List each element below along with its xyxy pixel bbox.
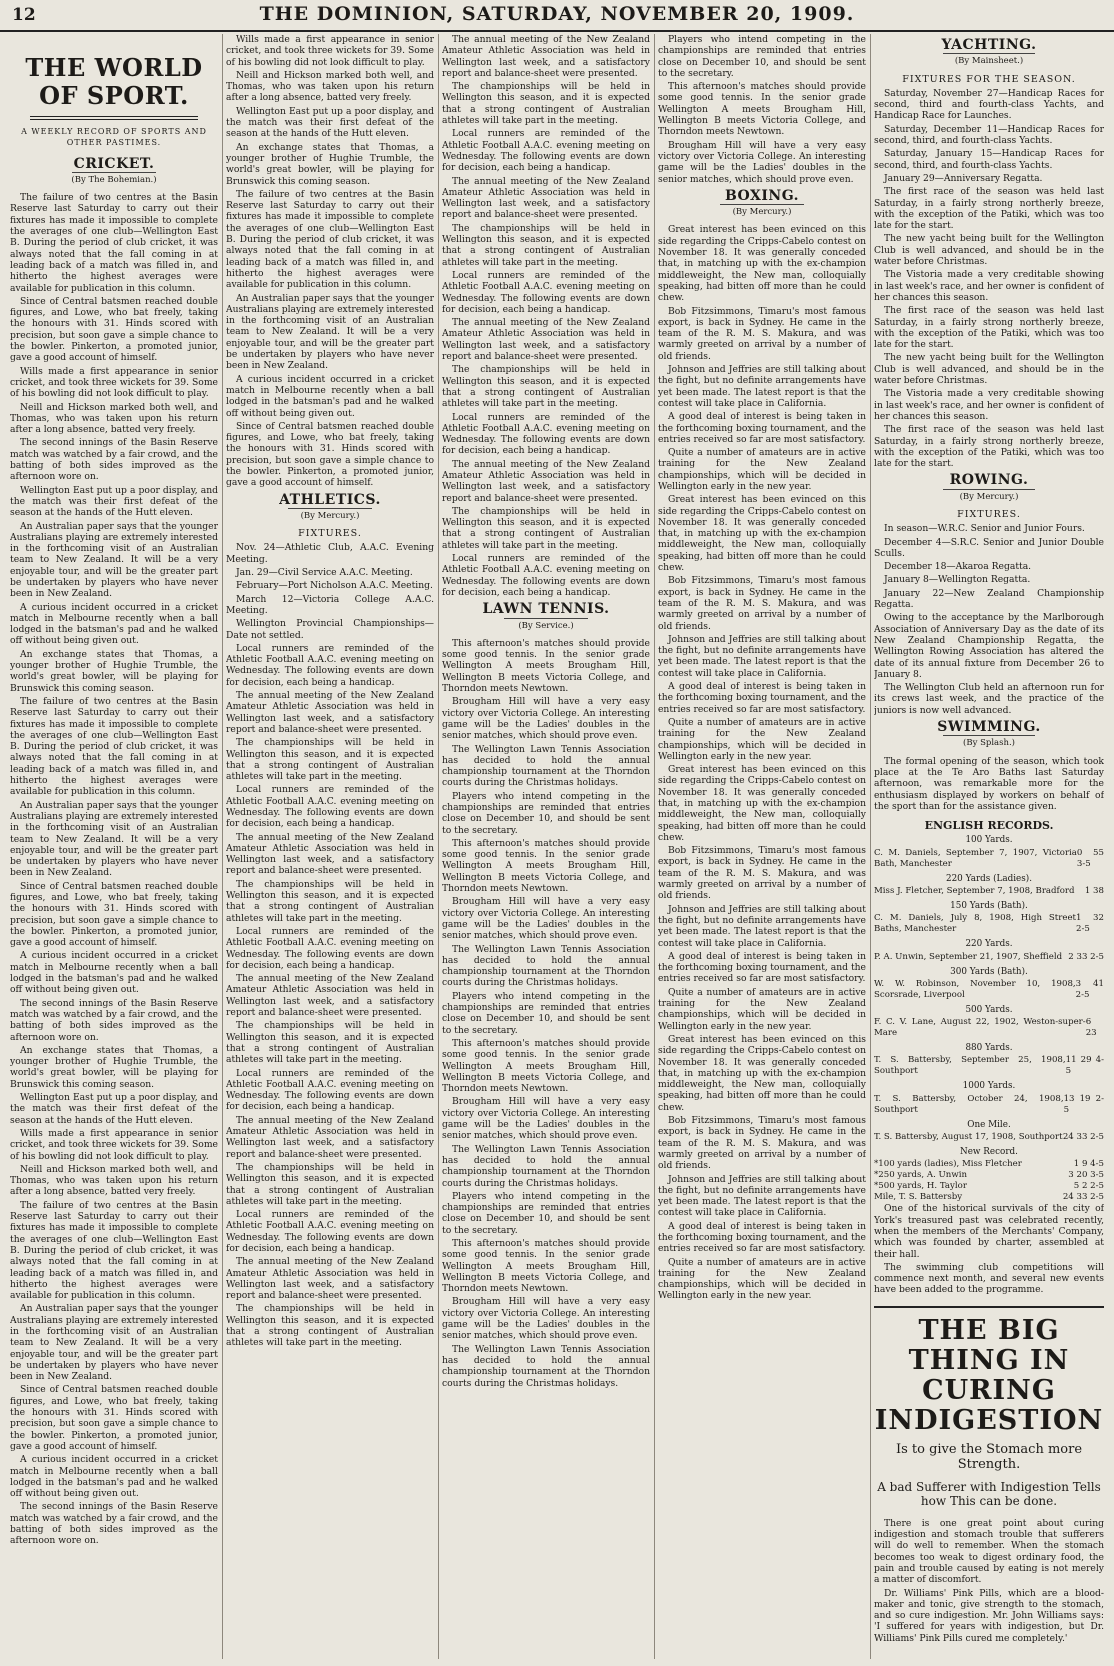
ad-paragraph: There is one great point about curing indigestion and stomach trouble that sufferers will do well to remember. When the stomach becomes too weak to digest ordinary food, the pain and trouble caused by eating is not merely a matter of discomfort. xyxy=(874,1517,1104,1586)
record-category: 1000 Yards. xyxy=(962,1081,1016,1092)
yachting-heading: YACHTING. xyxy=(941,37,1037,53)
tennis-paragraph: Players who intend competing in the championships are reminded that entries close on December 10, and should be sent to the secretary. xyxy=(442,1190,650,1236)
record-entry: P. A. Unwin, September 21, 1907, Sheffield xyxy=(874,951,1063,962)
newspaper-title: THE DOMINION, SATURDAY, NOVEMBER 20, 1909. xyxy=(259,3,855,25)
cricket-paragraph: An exchange states that Thomas, a younger brother of Hughie Trumble, the world's great bowler, will be playing for Brunswick this coming season. xyxy=(10,648,218,694)
record-time: 1 38 xyxy=(1084,886,1104,896)
cricket-heading: CRICKET. xyxy=(73,155,155,172)
column-rule xyxy=(222,34,223,1659)
athletics-fixture: March 12—Victoria College A.A.C. Meeting. xyxy=(226,593,434,616)
swimming-paragraph: The formal opening of the season, which took place at the Te Aro Baths last Saturday afternoon, was remarkable more for the enthusiasm displayed by workers on behalf of the sport than for the assistance given. xyxy=(874,755,1104,812)
record-category: 220 Yards (Ladies). xyxy=(945,873,1032,884)
record-time: 24 33 2-5 xyxy=(1062,1132,1104,1143)
boxing-byline: (By Mercury.) xyxy=(732,207,792,218)
column-3 xyxy=(442,34,650,1659)
tennis-paragraph: This afternoon's matches should provide some good tennis. In the senior grade Wellington A meets Brougham Hill, Wellington B meets Victoria College, and Thorndon meets Newtown. xyxy=(442,1237,650,1295)
record-entry: T. S. Battersby, August 17, 1908, Southport xyxy=(874,1132,1063,1143)
boxing-paragraph: Quite a number of amateurs are in active training for the New Zealand championships, which will be decided in Wellington early in the new year. xyxy=(658,1256,866,1302)
heading-rule xyxy=(943,53,1035,54)
cricket-paragraph: Wills made a first appearance in senior cricket, and took three wickets for 39. Some of his bowling did not look difficult to play. xyxy=(10,1127,218,1162)
boxing-paragraph: Great interest has been evinced on this side regarding the Cripps-Cabelo contest on November 18. It was generally conceded that, in matching up with the ex-champion middleweight, the New man, colloquially speaking, had bitten off more than he could chew. xyxy=(658,1033,866,1113)
heading-rule xyxy=(720,204,803,205)
tennis-paragraph: This afternoon's matches should provide some good tennis. In the senior grade Wellington A meets Brougham Hill, Wellington B meets Victoria College, and Thorndon meets Newtown. xyxy=(658,81,866,138)
boxing-paragraph: Johnson and Jeffries are still talking about the fight, but no definite arrangements have yet been made. The latest report is that the contest will take place in California. xyxy=(658,1173,866,1219)
lawn-tennis-byline: (By Service.) xyxy=(518,620,574,631)
record-time: 3 20 3-5 xyxy=(1068,1170,1104,1181)
swimming-paragraph: One of the historical survivals of the city of York's treasured past was celebrated recently, when the members of the Merchants' Company, which was founded by charter, assembled at their hall. xyxy=(874,1203,1104,1260)
record-time: 3 41 2-5 xyxy=(1075,978,1104,1000)
athletics-paragraph: The championships will be held in Wellington this season, and it is expected that a strong contingent of Australian athletes will take part in the meeting. xyxy=(442,81,650,127)
tennis-paragraph: This afternoon's matches should provide some good tennis. In the senior grade Wellington A meets Brougham Hill, Wellington B meets Victoria College, and Thorndon meets Newtown. xyxy=(442,837,650,895)
yachting-paragraph: The first race of the season was held last Saturday, in a fairly strong northerly breeze, with the exception of the Patiki, which was too late for the start. xyxy=(874,305,1104,351)
record-time: 6 23 xyxy=(1085,1017,1097,1039)
athletics-fixture: Jan. 29—Civil Service A.A.C. Meeting. xyxy=(236,567,413,579)
athletics-paragraph: The annual meeting of the New Zealand Amateur Athletic Association was held in Wellington last week, and a satisfactory report and balance-sheet were presented. xyxy=(226,831,434,877)
record-category: 300 Yards (Bath). xyxy=(950,966,1028,977)
athletics-fixtures-head: FIXTURES. xyxy=(298,528,362,540)
boxing-paragraph: Bob Fitzsimmons, Timaru's most famous export, is back in Sydney. He came in the team of the R. M. S. Makura, and was warmly greeted on arrival by a number of old friends. xyxy=(658,305,866,362)
cricket-paragraph: An exchange states that Thomas, a younger brother of Hughie Trumble, the world's great bowler, will be playing for Brunswick this coming season. xyxy=(10,1044,218,1090)
boxing-paragraph: Great interest has been evinced on this side regarding the Cripps-Cabelo contest on November 18. It was generally conceded that, in matching up with the ex-champion middleweight, the New man, colloquially speaking, had bitten off more than he could chew. xyxy=(658,494,866,574)
record-row xyxy=(874,1017,1104,1039)
lawn-tennis-heading: LAWN TENNIS. xyxy=(482,601,610,618)
athletics-paragraph: The annual meeting of the New Zealand Amateur Athletic Association was held in Wellington last week, and a satisfactory report and balance-sheet were presented. xyxy=(226,1256,434,1302)
cricket-paragraph: Neill and Hickson marked both well, and Thomas, who was taken upon his return after a long absence, batted very freely. xyxy=(10,1163,218,1198)
athletics-paragraph: The championships will be held in Wellington this season, and it is expected that a strong contingent of Australian athletes will take part in the meeting. xyxy=(226,1303,434,1349)
tennis-paragraph: The Wellington Lawn Tennis Association has decided to hold the annual championship tournament at the Thorndon courts during the Christmas holidays. xyxy=(442,1143,650,1189)
new-record-heading: New Record. xyxy=(960,1147,1018,1158)
yachting-byline: (By Mainsheet.) xyxy=(954,56,1024,67)
column-4 xyxy=(658,34,866,1659)
record-time: 2 33 2-5 xyxy=(1068,951,1104,962)
cricket-paragraph: Since of Central batsmen reached double figures, and Lowe, who bat freely, taking the honours with 31. Hinds scored with precision, but soon gave a simple chance to the bowler. Pinkerton, a promoted junior, gave a good account of himself. xyxy=(226,420,434,489)
cricket-paragraph: The failure of two centres at the Basin Reserve last Saturday to carry out their fixtures has made it impossible to complete the averages of one club—Wellington East B. During the period of club cricket, it was always noted that the fall coming in at leading back of a match was filled in, and hitherto the highest averages were available for publication in this column. xyxy=(10,192,218,294)
new-record-row xyxy=(874,1192,1104,1203)
rowing-heading: ROWING. xyxy=(949,472,1029,489)
tennis-paragraph: Players who intend competing in the championships are reminded that entries close on December 10, and should be sent to the secretary. xyxy=(442,790,650,836)
new-record-row xyxy=(874,1181,1104,1192)
athletics-fixture: Nov. 24—Athletic Club, A.A.C. Evening Meeting. xyxy=(226,542,434,565)
yachting-fixture: January 29—Anniversary Regatta. xyxy=(884,172,1043,184)
tennis-paragraph: Brougham Hill will have a very easy victory over Victoria College. An interesting game will be the Ladies' doubles in the senior matches, which should prove even. xyxy=(442,1096,650,1142)
column-rule xyxy=(438,34,439,1659)
boxing-paragraph: Quite a number of amateurs are in active training for the New Zealand championships, which will be decided in Wellington early in the new year. xyxy=(658,447,866,492)
record-category: One Mile. xyxy=(967,1119,1011,1130)
record-entry: T. S. Battersby, October 24, 1908, Southport xyxy=(874,1093,1064,1115)
cricket-paragraph: An Australian paper says that the younger Australians playing are extremely interested in the forthcoming visit of an Australian team to New Zealand. It will be a very enjoyable tour, and will be the greater part be undertaken by players who have never been in New Zealand. xyxy=(10,520,218,600)
rowing-fixture: In season—W.R.C. Senior and Junior Fours. xyxy=(884,523,1085,535)
cricket-paragraph: The failure of two centres at the Basin Reserve last Saturday to carry out their fixtures has made it impossible to complete the averages of one club—Wellington East B. During the period of club cricket, it was always noted that the fall coming in at leading back of a match was filled in, and hitherto the highest averages were available for publication in this column. xyxy=(10,695,218,798)
tennis-paragraph: This afternoon's matches should provide some good tennis. In the senior grade Wellington A meets Brougham Hill, Wellington B meets Victoria College, and Thorndon meets Newtown. xyxy=(442,637,650,695)
record-time: 0 55 3-5 xyxy=(1076,847,1104,869)
record-entry: F. C. V. Lane, August 22, 1902, Weston-super-Mare xyxy=(874,1017,1086,1039)
record-entry: W. W. Robinson, November 10, 1908, Scorsrade, Liverpool xyxy=(874,978,1076,1000)
boxing-paragraph: A good deal of interest is being taken in the forthcoming boxing tournament, and the entries received so far are most satisfactory. xyxy=(658,681,866,715)
athletics-paragraph: The annual meeting of the New Zealand Amateur Athletic Association was held in Wellington last week, and a satisfactory report and balance-sheet were presented. xyxy=(226,1114,434,1160)
record-row xyxy=(874,1132,1104,1143)
boxing-paragraph: Johnson and Jeffries are still talking about the fight, but no definite arrangements have yet been made. The latest report is that the contest will take place in California. xyxy=(658,364,866,409)
athletics-paragraph: Local runners are reminded of the Athletic Football A.A.C. evening meeting on Wednesday. The following events are down for decision, each being a handicap. xyxy=(442,269,650,315)
rowing-fixture: December 4—S.R.C. Senior and Junior Double Sculls. xyxy=(874,536,1104,559)
cricket-paragraph: An Australian paper says that the younger Australians playing are extremely interested in the forthcoming visit of an Australian team to New Zealand. It will be a very enjoyable tour, and will be the greater part be undertaken by players who have never been in New Zealand. xyxy=(10,1303,218,1383)
record-row xyxy=(874,979,1104,1001)
page-columns xyxy=(10,34,1104,1659)
ad-subheadline: A bad Sufferer with Indigestion Tells how This can be done. xyxy=(877,1479,1101,1508)
cricket-paragraph: An Australian paper says that the younger Australians playing are extremely interested in the forthcoming visit of an Australian team to New Zealand. It will be a very enjoyable tour, and will be the greater part be undertaken by players who have never been in New Zealand. xyxy=(10,799,218,879)
athletics-heading: ATHLETICS. xyxy=(279,491,381,508)
record-time: 24 33 2-5 xyxy=(1062,1192,1104,1203)
record-category: 150 Yards (Bath). xyxy=(950,901,1028,911)
record-time: 1 32 2-5 xyxy=(1076,913,1104,935)
athletics-fixture: Wellington Provincial Championships—Date not settled. xyxy=(226,618,434,641)
yachting-fixture: Saturday, January 15—Handicap Races for second, third, and fourth-class Yachts. xyxy=(874,148,1104,171)
boxing-paragraph: Johnson and Jeffries are still talking about the fight, but no definite arrangements have yet been made. The latest report is that the contest will take place in California. xyxy=(658,903,866,949)
cricket-paragraph: Wills made a first appearance in senior cricket, and took three wickets for 39. Some of his bowling did not look difficult to play. xyxy=(10,365,218,400)
boxing-paragraph: A good deal of interest is being taken in the forthcoming boxing tournament, and the entries received so far are most satisfactory. xyxy=(658,1220,866,1255)
ad-paragraph: Dr. Williams' Pink Pills, which are a blood-maker and tonic, give strength to the stomach, and so cure indigestion. Mr. John Williams says: 'I suffered for years with indigestion, but Dr. Williams' Pink Pills cured me completely.' xyxy=(874,1587,1104,1644)
boxing-paragraph: Great interest has been evinced on this side regarding the Cripps-Cabelo contest on November 18. It was generally conceded that, in matching up with the ex-champion middleweight, the New man, colloquially speaking, had bitten off more than he could chew. xyxy=(658,764,866,843)
cricket-paragraph: Since of Central batsmen reached double figures, and Lowe, who bat freely, taking the honours with 31. Hinds scored with precision, but soon gave a simple chance to the bowler. Pinkerton, a promoted junior, gave a good account of himself. xyxy=(10,295,218,364)
cricket-paragraph: Since of Central batsmen reached double figures, and Lowe, who bat freely, taking the honours with 31. Hinds scored with precision, but soon gave a simple chance to the bowler. Pinkerton, a promoted junior, gave a good account of himself. xyxy=(10,1384,218,1452)
boxing-paragraph: Johnson and Jeffries are still talking about the fight, but no definite arrangements have yet been made. The latest report is that the contest will take place in California. xyxy=(658,633,866,679)
cricket-paragraph: Wellington East put up a poor display, and the match was their first defeat of the season at the hands of the Hutt eleven. xyxy=(226,105,434,140)
athletics-paragraph: Local runners are reminded of the Athletic Football A.A.C. evening meeting on Wednesday. The following events are down for decision, each being a handicap. xyxy=(226,1067,434,1113)
rowing-fixture: January 22—New Zealand Championship Regatta. xyxy=(874,587,1104,611)
yachting-fixtures-head: FIXTURES FOR THE SEASON. xyxy=(902,73,1076,85)
column-rule xyxy=(654,34,655,1659)
ad-headline: THE BIG THING IN xyxy=(908,1314,1070,1376)
athletics-paragraph: The annual meeting of the New Zealand Amateur Athletic Association was held in Wellington last week, and a satisfactory report and balance-sheet were presented. xyxy=(442,458,650,504)
record-row xyxy=(874,848,1104,870)
athletics-paragraph: Local runners are reminded of the Athletic Football A.A.C. evening meeting on Wednesday. The following events are down for decision, each being a handicap. xyxy=(226,784,434,830)
tennis-paragraph: Brougham Hill will have a very easy victory over Victoria College. An interesting game will be the Ladies' doubles in the senior matches, which should prove even. xyxy=(442,896,650,942)
column-2 xyxy=(226,34,434,1659)
tennis-paragraph: Players who intend competing in the championships are reminded that entries close on December 10, and should be sent to the secretary. xyxy=(658,34,866,79)
record-time: 11 29 4-5 xyxy=(1065,1055,1104,1077)
record-category: 220 Yards. xyxy=(965,939,1013,950)
heading-rule xyxy=(943,735,1035,736)
column-1 xyxy=(10,34,218,1659)
athletics-paragraph: Local runners are reminded of the Athletic Football A.A.C. evening meeting on Wednesday. The following events are down for decision, each being a handicap. xyxy=(226,642,434,688)
record-entry: *500 yards, H. Taylor xyxy=(874,1181,967,1192)
tennis-paragraph: The Wellington Lawn Tennis Association has decided to hold the annual championship tournament at the Thorndon courts during the Christmas holidays. xyxy=(442,1343,650,1389)
record-time: 5 2 2-5 xyxy=(1073,1181,1104,1192)
athletics-paragraph: The annual meeting of the New Zealand Amateur Athletic Association was held in Wellington last week, and a satisfactory report and balance-sheet were presented. xyxy=(442,175,650,221)
boxing-paragraph: A good deal of interest is being taken in the forthcoming boxing tournament, and the entries received so far are most satisfactory. xyxy=(658,950,866,985)
tennis-paragraph: Players who intend competing in the championships are reminded that entries close on December 10, and should be sent to the secretary. xyxy=(442,990,650,1036)
tennis-paragraph: Brougham Hill will have a very easy victory over Victoria College. An interesting game will be the Ladies' doubles in the senior matches, which should prove even. xyxy=(442,1296,650,1342)
page-number: 12 xyxy=(12,5,36,25)
boxing-heading: BOXING. xyxy=(724,187,800,204)
athletics-paragraph: Local runners are reminded of the Athletic Football A.A.C. evening meeting on Wednesday. The following events are down for decision, each being a handicap. xyxy=(226,1209,434,1254)
record-category: 880 Yards. xyxy=(965,1043,1013,1054)
cricket-paragraph: The second innings of the Basin Reserve match was watched by a fair crowd, and the batting of both sides improved as the afternoon wore on. xyxy=(10,1501,218,1547)
athletics-paragraph: The championships will be held in Wellington this season, and it is expected that a strong contingent of Australian athletes will take part in the meeting. xyxy=(226,1020,434,1066)
rowing-fixture: December 18—Akaroa Regatta. xyxy=(884,561,1032,573)
rowing-fixture: January 8—Wellington Regatta. xyxy=(884,574,1031,586)
indigestion-advertisement xyxy=(874,1306,1104,1644)
boxing-paragraph: Quite a number of amateurs are in active training for the New Zealand championships, which will be decided in Wellington early in the new year. xyxy=(658,716,866,762)
record-row xyxy=(874,913,1104,935)
athletics-paragraph: The annual meeting of the New Zealand Amateur Athletic Association was held in Wellington last week, and a satisfactory report and balance-sheet were presented. xyxy=(226,690,434,735)
rowing-fixtures-head: FIXTURES. xyxy=(957,508,1021,520)
cricket-paragraph: The second innings of the Basin Reserve match was watched by a fair crowd, and the batting of both sides improved as the afternoon wore on. xyxy=(10,437,218,483)
athletics-paragraph: Local runners are reminded of the Athletic Football A.A.C. evening meeting on Wednesday. The following events are down for decision, each being a handicap. xyxy=(226,925,434,971)
athletics-paragraph: The annual meeting of the New Zealand Amateur Athletic Association was held in Wellington last week, and a satisfactory report and balance-sheet were presented. xyxy=(442,317,650,363)
boxing-paragraph: Great interest has been evinced on this side regarding the Cripps-Cabelo contest on November 18. It was generally conceded that, in matching up with the ex-champion middleweight, the New man, colloquially speaking, had bitten off more than he could chew. xyxy=(658,224,866,304)
swimming-byline: (By Splash.) xyxy=(963,738,1015,749)
athletics-paragraph: The championships will be held in Wellington this season, and it is expected that a strong contingent of Australian athletes will take part in the meeting. xyxy=(442,222,650,268)
rowing-paragraph: Owing to the acceptance by the Marlborough Association of Anniversary Day as the date of its New Zealand Championship Regatta, the Wellington Rowing Association has altered the date of its annual fixture from December 26 to January 8. xyxy=(874,612,1104,680)
section-title: THE WORLD OF SPORT. xyxy=(25,53,203,110)
cricket-paragraph: Since of Central batsmen reached double figures, and Lowe, who bat freely, taking the honours with 31. Hinds scored with precision, but soon gave a simple chance to the bowler. Pinkerton, a promoted junior, gave a good account of himself. xyxy=(10,880,218,949)
heading-rule xyxy=(943,489,1035,490)
cricket-paragraph: The failure of two centres at the Basin Reserve last Saturday to carry out their fixtures has made it impossible to complete the averages of one club—Wellington East B. During the period of club cricket, it was always noted that the fall coming in at leading back of a match was filled in, and hitherto the highest averages were available for publication in this column. xyxy=(226,188,434,291)
cricket-paragraph: An exchange states that Thomas, a younger brother of Hughie Trumble, the world's great bowler, will be playing for Brunswick this coming season. xyxy=(226,141,434,187)
rowing-paragraph: The Wellington Club held an afternoon run for its crews last week, and the practice of the juniors is now well advanced. xyxy=(874,682,1104,716)
cricket-paragraph: The failure of two centres at the Basin Reserve last Saturday to carry out their fixtures has made it impossible to complete the averages of one club—Wellington East B. During the period of club cricket, it was always noted that the fall coming in at leading back of a match was filled in, and hitherto the highest averages were available for publication in this column. xyxy=(10,1199,218,1302)
athletics-paragraph: The annual meeting of the New Zealand Amateur Athletic Association was held in Wellington last week, and a satisfactory report and balance-sheet were presented. xyxy=(442,34,650,79)
record-row xyxy=(874,952,1104,963)
boxing-paragraph: A good deal of interest is being taken in the forthcoming boxing tournament, and the entries received so far are most satisfactory. xyxy=(658,411,866,445)
tennis-paragraph: This afternoon's matches should provide some good tennis. In the senior grade Wellington A meets Brougham Hill, Wellington B meets Victoria College, and Thorndon meets Newtown. xyxy=(442,1037,650,1095)
athletics-paragraph: The championships will be held in Wellington this season, and it is expected that a strong contingent of Australian athletes will take part in the meeting. xyxy=(226,1161,434,1207)
record-row xyxy=(874,886,1104,897)
heading-rule xyxy=(72,172,155,173)
heading-rule xyxy=(288,508,371,509)
record-entry: *100 yards (ladies), Miss Fletcher xyxy=(874,1159,1022,1170)
cricket-paragraph: A curious incident occurred in a cricket match in Melbourne recently when a ball lodged in the batsman's pad and he walked off without being given out. xyxy=(226,373,434,419)
athletics-paragraph: The championships will be held in Wellington this season, and it is expected that a strong contingent of Australian athletes will take part in the meeting. xyxy=(226,737,434,783)
cricket-paragraph: Wellington East put up a poor display, and the match was their first defeat of the season at the hands of the Hutt eleven. xyxy=(10,1092,218,1126)
tennis-paragraph: The Wellington Lawn Tennis Association has decided to hold the annual championship tournament at the Thorndon courts during the Christmas holidays. xyxy=(442,943,650,989)
cricket-paragraph: Neill and Hickson marked both well, and Thomas, who was taken upon his return after a long absence, batted very freely. xyxy=(226,69,434,104)
cricket-paragraph: The second innings of the Basin Reserve match was watched by a fair crowd, and the batting of both sides improved as the afternoon wore on. xyxy=(10,997,218,1043)
record-row xyxy=(874,1055,1104,1077)
cricket-paragraph: An Australian paper says that the younger Australians playing are extremely interested in the forthcoming visit of an Australian team to New Zealand. It will be a very enjoyable tour, and will be the greater part be undertaken by players who have never been in New Zealand. xyxy=(226,292,434,372)
section-subtitle: A WEEKLY RECORD OF SPORTS AND OTHER PASTIMES. xyxy=(21,127,207,148)
cricket-paragraph: Neill and Hickson marked both well, and Thomas, who was taken upon his return after a long absence, batted very freely. xyxy=(10,401,218,436)
athletics-byline: (By Mercury.) xyxy=(300,510,360,521)
yachting-paragraph: The new yacht being built for the Wellington Club is well advanced, and should be in the water before Christmas. xyxy=(874,352,1104,387)
athletics-paragraph: The championships will be held in Wellington this season, and it is expected that a strong contingent of Australian athletes will take part in the meeting. xyxy=(442,364,650,410)
record-entry: *250 yards, A. Unwin xyxy=(874,1170,967,1181)
record-time: 13 19 2-5 xyxy=(1063,1093,1104,1115)
athletics-paragraph: The championships will be held in Wellington this season, and it is expected that a strong contingent of Australian athletes will take part in the meeting. xyxy=(442,505,650,551)
tennis-paragraph: Brougham Hill will have a very easy victory over Victoria College. An interesting game will be the Ladies' doubles in the senior matches, which should prove even. xyxy=(658,139,866,185)
athletics-paragraph: The championships will be held in Wellington this season, and it is expected that a strong contingent of Australian athletes will take part in the meeting. xyxy=(226,878,434,924)
record-entry: C. M. Daniels, July 8, 1908, High Street Baths, Manchester xyxy=(874,913,1076,935)
cricket-paragraph: Wills made a first appearance in senior cricket, and took three wickets for 39. Some of his bowling did not look difficult to play. xyxy=(226,34,434,68)
ad-headline: CURING INDIGESTION xyxy=(874,1374,1104,1436)
cricket-paragraph: Wellington East put up a poor display, and the match was their first defeat of the season at the hands of the Hutt eleven. xyxy=(10,484,218,519)
boxing-paragraph: Bob Fitzsimmons, Timaru's most famous export, is back in Sydney. He came in the team of the R. M. S. Makura, and was warmly greeted on arrival by a number of old friends. xyxy=(658,575,866,632)
yachting-fixture: Saturday, November 27—Handicap Races for second, third and fourth-class Yachts, and Handicap Race for Launches. xyxy=(874,87,1104,122)
record-category: 500 Yards. xyxy=(965,1004,1013,1015)
cricket-paragraph: A curious incident occurred in a cricket match in Melbourne recently when a ball lodged in the batsman's pad and he walked off without being given out. xyxy=(10,1454,218,1500)
tennis-paragraph: The Wellington Lawn Tennis Association has decided to hold the annual championship tournament at the Thorndon courts during the Christmas holidays. xyxy=(442,743,650,789)
english-records-heading: ENGLISH RECORDS. xyxy=(924,819,1054,833)
record-entry: T. S. Battersby, September 25, 1908, Southport xyxy=(874,1055,1066,1077)
new-record-row xyxy=(874,1159,1104,1170)
cricket-paragraph: A curious incident occurred in a cricket match in Melbourne recently when a ball lodged in the batsman's pad and he walked off without being given out. xyxy=(10,601,218,647)
record-entry: Miss J. Fletcher, September 7, 1908, Bradford xyxy=(874,886,1075,896)
boxing-paragraph: Bob Fitzsimmons, Timaru's most famous export, is back in Sydney. He came in the team of the R. M. S. Makura, and was warmly greeted on arrival by a number of old friends. xyxy=(658,845,866,902)
tennis-paragraph: Brougham Hill will have a very easy victory over Victoria College. An interesting game will be the Ladies' doubles in the senior matches, which should prove even. xyxy=(442,696,650,742)
rowing-byline: (By Mercury.) xyxy=(959,491,1019,502)
athletics-paragraph: Local runners are reminded of the Athletic Football A.A.C. evening meeting on Wednesday. The following events are down for decision, each being a handicap. xyxy=(442,411,650,457)
record-row xyxy=(874,1094,1104,1116)
record-category: 100 Yards. xyxy=(965,835,1013,846)
column-rule xyxy=(870,34,871,1659)
record-entry: Mile, T. S. Battersby xyxy=(874,1192,963,1203)
boxing-paragraph: Quite a number of amateurs are in active training for the New Zealand championships, which will be decided in Wellington early in the new year. xyxy=(658,986,866,1032)
column-5 xyxy=(874,34,1104,1659)
yachting-paragraph: The Vistoria made a very creditable showing in last week's race, and her owner is confident of her chances this season. xyxy=(874,388,1104,422)
athletics-fixture: February—Port Nicholson A.A.C. Meeting. xyxy=(236,580,433,592)
page-header xyxy=(0,0,1114,32)
cricket-paragraph: A curious incident occurred in a cricket match in Melbourne recently when a ball lodged in the batsman's pad and he walked off without being given out. xyxy=(10,950,218,996)
boxing-paragraph: Bob Fitzsimmons, Timaru's most famous export, is back in Sydney. He came in the team of the R. M. S. Makura, and was warmly greeted on arrival by a number of old friends. xyxy=(658,1115,866,1172)
swimming-heading: SWIMMING. xyxy=(937,719,1041,736)
new-record-row xyxy=(874,1170,1104,1181)
swimming-paragraph: The swimming club competitions will commence next month, and several new events have been added to the programme. xyxy=(874,1261,1104,1296)
athletics-paragraph: The annual meeting of the New Zealand Amateur Athletic Association was held in Wellington last week, and a satisfactory report and balance-sheet were presented. xyxy=(226,973,434,1019)
ad-subheadline: Is to give the Stomach more Strength. xyxy=(895,1441,1083,1472)
record-time: 1 9 4-5 xyxy=(1073,1159,1104,1170)
yachting-paragraph: The Vistoria made a very creditable showing in last week's race, and her owner is confident of her chances this season. xyxy=(874,269,1104,303)
record-entry: C. M. Daniels, September 7, 1907, Victoria Bath, Manchester xyxy=(874,847,1077,869)
cricket-byline: (By The Bohemian.) xyxy=(71,174,157,185)
heading-rule xyxy=(504,618,587,619)
athletics-paragraph: Local runners are reminded of the Athletic Football A.A.C. evening meeting on Wednesday. The following events are down for decision, each being a handicap. xyxy=(442,553,650,598)
yachting-fixture: Saturday, December 11—Handicap Races for second, third, and fourth-class Yachts. xyxy=(874,123,1104,147)
yachting-paragraph: The first race of the season was held last Saturday, in a fairly strong northerly breeze, with the exception of the Patiki, which was too late for the start. xyxy=(874,424,1104,470)
title-rule xyxy=(30,116,198,120)
yachting-paragraph: The first race of the season was held last Saturday, in a fairly strong northerly breeze, with the exception of the Patiki, which was too late for the start. xyxy=(874,186,1104,232)
yachting-paragraph: The new yacht being built for the Wellington Club is well advanced, and should be in the water before Christmas. xyxy=(874,233,1104,268)
athletics-paragraph: Local runners are reminded of the Athletic Football A.A.C. evening meeting on Wednesday. The following events are down for decision, each being a handicap. xyxy=(442,128,650,174)
